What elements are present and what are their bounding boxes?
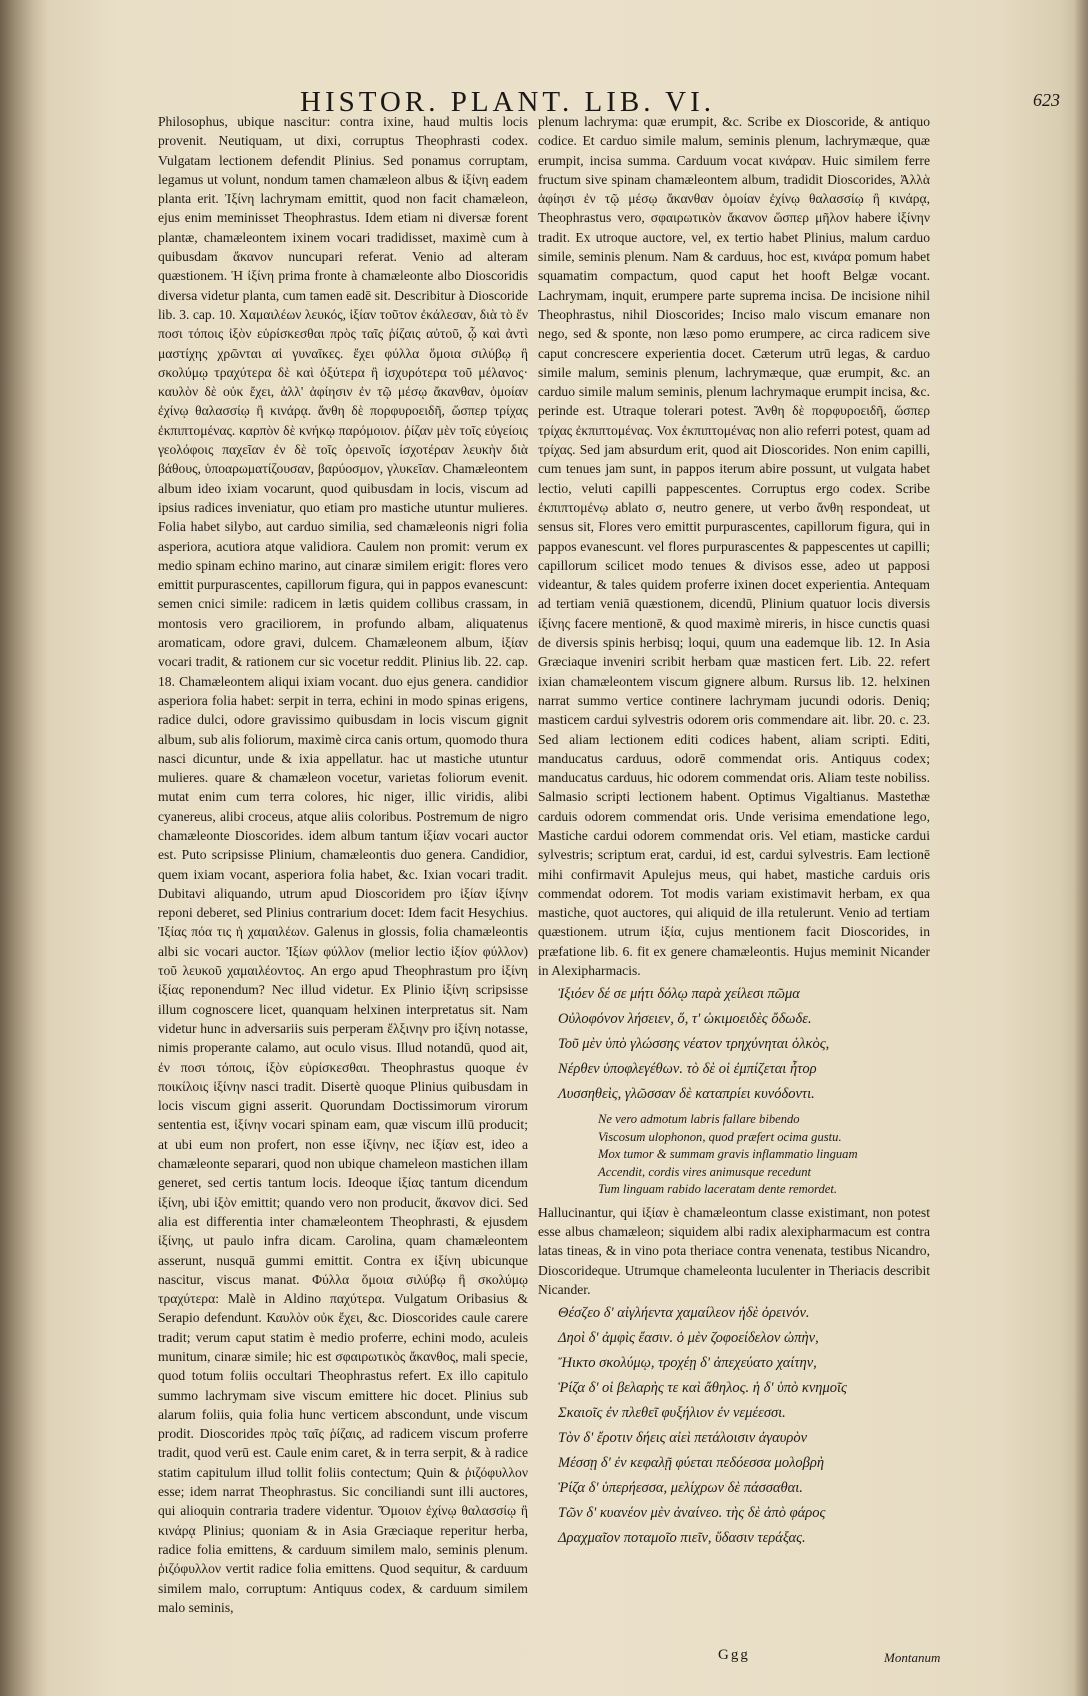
verse-line: Θέσζεο δ' αἰγλήεντα χαμαίλεον ἠδὲ ὀρεινόν.	[558, 1305, 810, 1322]
greek-verse-2	[558, 1301, 930, 1551]
left-column-text: Philosophus, ubique nascitur: contra ixine, haud multis locis provenit. Neutiquam, ut dixi, corruptus Theophrasti codex. Vulgatam lectionem defendit Plinius. Sed ponamus corruptam, legamus ut volunt, nondum tamen chamæleon albus & ἰξίνη eadem planta erit. Ἰξίνη lachrymam emittit, quod non facit chamæleon, ejus enim meminisset Theophrastus. Idem etiam ni diversæ forent plantæ, chamæleontem ixinem vocari tradidisset, maximè cum à quibusdam ἄκανον nuncupari referat. Venio ad alteram quæstionem. Ἡ ἰξίνη prima fronte à chamæleonte albo Dioscoridis diversa videtur planta, cum tamen eadē sit. Describitur à Dioscoride lib. 3. cap. 10. Χαμαιλέων λευκός, ἰξίαν τοῦτον ἐκάλεσαν, διὰ τὸ ἔν ποσι τόποις ἰξὸν εὑρίσκεσθαι πρὸς ταῖς ῥίζαις αὐτοῦ, ᾧ καὶ ἀντὶ μαστίχης χρῶνται αἱ γυναῖκες. ἔχει φύλλα ὅμοια σιλύβῳ ἢ σκολύμῳ τραχύτερα δὲ καὶ ὀξύτερα ἢ ἰσχυρότερα τοῦ μέλανος· καυλὸν δὲ οὐκ ἔχει, ἀλλ' ἀφίησιν ἐν τῷ μέσῳ ἄκανθαν, ὁμοίαν ἐχίνῳ θαλασσίῳ ἢ κινάρᾳ. ἄνθη δὲ πορφυροειδῆ, ὥσπερ τρίχας ἐκπιπτομένας. καρπὸν δὲ κνήκῳ παρόμοιον. ῥίζαν μὲν τοῖς εὐγείοις γεολόφοις παχεῖαν ἐν δὲ τοῖς ὀρεινοῖς ἰσχοτέραν λευκὴν διὰ βάθους, ὑποαρωματίζουσαν, βαρύοσμον, γλυκεῖαν. Chamæleontem album ideo ixiam vocarunt, quod quibusdam in locis, viscum ad ipsius radices inveniatur, quo etiam pro mastiche utuntur mulieres. Folia habet silybo, aut carduo similia, sed chamæleonis nigri folia asperiora, acutiora atque validiora. Caulem non promit: verum ex medio spinam echino marino, aut cinaræ similem erigit: flores vero emittit purpurascentes, capillorum figura, qui in pappos evanescunt: semen cnici simile: radicem in lætis quidem collibus crassam, in montosis vero graciliorem, in profundo albam, aliquatenus aromaticam, odore gravi, dulcem. Chamæleonem album, ἰξίαν vocari tradit, & rationem cur sic vocetur reddit. Plinius lib. 22. cap. 18. Chamæleontem aliqui ixiam vocant. duo ejus genera. candidior asperiora folia habet: serpit in terra, echini in modo spinas erigens, radice dulci, odore gravissimo quibusdam in locis viscum gignit album, sub alis foliorum, maximè circa canis ortum, quomodo thura nasci dicuntur, unde & ixia appellatur. hac ut mastiche utuntur mulieres. quare & chamæleon vocetur, varietas foliorum evenit. mutat enim cum terra colores, hic niger, illic viridis, alibi cyanereus, alibi croceus, atque aliis coloribus. Postremum de nigro chamæleonte Dioscorides. idem album tantum ἰξίαν vocari auctor est. Puto scripsisse Plinium, chamæleontis duo genera. Candidior, quem ixiam vocant, asperiora folia habet, &c. Ixian vocari tradit. Dubitavi aliquando, utrum apud Dioscoridem pro ἰξίαν ἰξίνην reponi deberet, sed Plinius contrarium docet: Idem facit Hesychius. Ἰξίας πόα τις ἡ χαμαιλέων. Galenus in glossis, folia chamæleontis albi sic vocari auctor. Ἰξίων φύλλον (melior lectio ἰξίον φύλλον) τοῦ λευκοῦ χαμαιλέοντος. An ergo apud Theophrastum pro ἰξίνη ἰξίας reponendum? Nec illud videtur. Ex Plinio ἰξίνη scripsisse illum cognoscere licet, quanquam helxinen interpretatus sit. Nam videtur hunc in adversariis suis perperam ἕλξινην pro ἰξίνη notasse, nimis properante calamo, aut oculo visus. Illud notandū, quod ait, ἐν ποσι τόποις, ἰξὸν εὑρίσκεσθαι. Theophrastus quoque ἐν ποικίλοις ἰξίνην nasci tradit. Disertè quoque Plinius quibusdam in locis viscum gigni asserit. Quorundam Doctissimorum virorum sententia est, ἰξίνην vocari spinam eam, quæ viscum illū producit; at ubi eum non profert, non esse ἰξίνην, nec ἰξίαν est, ideo a chamæleonte separari, quod non ubique chameleon mastichen illam generet, sed certis tantum locis. Ideoque ἰξίας tantum dicendum ἰξίνη, ubi ἰξὸν emittit; quando vero non producit, ἄκανον dici. Sed alia est differentia inter chamæleontem Theophrasti, & ejusdem ἰξίνης, ut paulo infra dicam. Carolina, quam chamæleontem asserunt, nusquā gummi emittit. Contra ex ἰξίνη ubicunque nascitur, viscus manat. Φύλλα ὅμοια σιλύβῳ ἢ σκολύμῳ τραχύτερα: Malè in Aldino παχύτερα. Vulgatum Oribasius & Serapio defendunt. Καυλὸν οὐκ ἔχει, &c. Dioscorides caule carere tradit; verum caput statim è medio proferre, echini modo, aculeis munitum, cinaræ simile; hic est σφαιρωτικὸς ἄκανθος, mali specie, quod totum foliis occultari Theophrastus refert. Ex illo capitulo summo lachrymam sive viscum emittere hic docet. Plinius sub alarum foliis, quia folia hunc verticem abscondunt, unde viscum prodit. Dioscorides πρὸς ταῖς ῥίζαις, ad radicem viscum proferre tradit, quod verū est. Caule enim caret, & in terra serpit, & à radice statim capitulum illud tollit foliis contectum; Quin & ῥιζόφυλλον esse; idem narrat Theophrastus. Sic conciliandi sunt illi auctores, qui alioquin contraria tradere videntur. Ὅμοιον ἐχίνῳ θαλασσίῳ ἢ κινάρᾳ Plinius; quoniam & in Asia Græciaque reperitur herba, radice folia emittens, & carduum similem malo, seminis plenum. ῥιζόφυλλον vertit radice folia emittens. Quod sequitur, & carduum similem malo, corruptum: Antiquus codex, & carduum similem malo seminis,	[158, 114, 528, 1615]
verse-line: Μέσσῃ δ' ἐν κεφαλῇ φύεται πεδόεσσα μολοβρὴ	[558, 1455, 825, 1472]
greek-verse-1	[558, 982, 930, 1107]
page-edge	[1074, 0, 1088, 1696]
verse-line: Σκαιοῖς ἐν πλεθεῖ φυξήλιον ἐν νεμέεσσι.	[558, 1405, 786, 1422]
right-column-prose-1: plenum lachryma: quæ erumpit, &c. Scribe ex Dioscoride, & antiquo codice. Et carduo simile malum, seminis plenum, lachrymæque, quæ erumpit, incisa summa. Carduum vocat κινάραν. Huic similem ferre fructum sive spinam chamæleontem album, tradidit Dioscorides, Ἀλλὰ ἀφίησι ἐν τῷ μέσῳ ἄκανθαν ὁμοίαν ἐχίνῳ θαλασσίῳ ἢ κινάρᾳ, Theophrastus vero, σφαιρωτικὸν ἄκανον ὥσπερ μῆλον habere ἰξίνην tradit. Ex utroque auctore, vel, ex tertio habet Plinius, malum carduo simile, seminis plenum. Nam & carduus, hoc est, κινάρα pomum habet squamatim compactum, quod caput het hooft Belgæ vocant. Lachrymam, inquit, erumpere parte suprema incisa. De incisione nihil Theophrastus, nihil Dioscorides; Inciso malo viscum emanare non nego, sed & sponte, non læso pomo erumpere, ac circa radicem sive caput concrescere experientia docet. Cæterum utrū legas, & carduo simile malum, seminis plenum, lachrymæque, quæ erumpit, &c. an carduo simile malum seminis, plenum lachrymaque erumpit incisa, &c. perinde est. Utraque tolerari potest. Ἄνθη δὲ πορφυροειδῆ, ὥσπερ τρίχας ἐκπιπτομένας. Vox ἐκπιπτομένας non alio referri potest, quam ad τρίχας. Sed jam absurdum erit, quod ait Dioscorides. Non enim capilli, cum tenues jam sunt, in pappos iterum abire possunt, ut vulgata habet lectio, veluti capilli pappescentes. Corruptus ergo codex. Scribe ἐκπιπτομένῳ ablato σ, neutro genere, ut verbo ἄνθη respondeat, ut sensus sit, Flores vero emittit purpurascentes, capillorum figura, qui in pappos evanescunt. vel flores purpurascentes & pappescentes ut capilli; capillorum scilicet modo tenues & divisos esse, adeo ut papposi videantur, & tales quidem proferre ixinen docet experientia. Antequam ad tertiam veniā quæstionem, dicendū, Plinium quatuor locis diversis ἰξίνης facere mentionē, & quod maximè mireris, in hisce cunctis quasi de diversis spinis herbisq; loqui, quum una eademque lib. 12. In Asia Græciaque inveniri scribit herbam quæ masticen fert. Lib. 22. refert ixian chamæleontem viscum gignere album. Rursus lib. 12. helxinen narrat summo vertice continere lachrymam jucundi odoris. Deniq; masticem cardui sylvestris odorem oris commendare ait. libr. 20. c. 23. Sed aliam lectionem editi codices habent, aliam scripti. Editi, manducatus carduus, odorē commendat oris. Antiquus codex; manducatus carduus, hic odorem commendat oris. Aliam teste nobiliss. Salmasio scripti lectionem habent. Optimus Vigaltianus. Mastethæ carduis odorem commendat oris. Unde verisima emendatione lego, Mastiche cardui odorem commendat oris. Vel etiam, masticke cardui sylvestris; scriptum erat, cardui, id est, cardui sylvestris. Eam lectionē mihi confirmavit Apulejus meus, qui habet, mastiche carduis oris commendat odorem. Tot modis variam existimavit herbam, ex qua mastiche, quot auctores, qui aliquid de illa retulerunt. Venio ad tertiam quæstionem. utrum ἰξία, cujus mentionem facit Dioscorides, in præfatione lib. 6. fit ex genere chamæleontis. Hujus meminit Nicander in Alexipharmacis.	[538, 114, 930, 979]
signature-mark: Ggg	[718, 1647, 750, 1663]
verse-line: Οὐλοφόνον λήσειεν, ὅ, τ' ὠκιμοειδὲς ὄδωδε.	[558, 1011, 812, 1028]
verse-line: Ῥίζα δ' ὑπερήεσσα, μελίχρων δὲ πάσσαθαι.	[558, 1480, 803, 1497]
latin-verse-1	[598, 1111, 930, 1199]
verse-line: Τοῦ μὲν ὑπὸ γλώσσης νέατον τρηχύνηται ὁλκὸς,	[558, 1036, 830, 1053]
right-column-prose-2: Hallucinantur, qui ἰξίαν è chamæleontum classe existimant, non potest esse albus chamæleon; siquidem albi radix alexipharmacum est contra latas tineas, & in vino pota theriace contra venenata, testibus Nicandro, Dioscorideque. Utrumque chameleonta luculenter in Theriacis describit Nicander.	[538, 1204, 930, 1298]
verse-line: Mox tumor & summam gravis inflammatio linguam	[598, 1147, 858, 1162]
page-number: 623	[1033, 90, 1060, 110]
verse-line: Ne vero admotum labris fallare bibendo	[598, 1112, 800, 1127]
verse-line: Ἤικτο σκολύμῳ, τροχέῃ δ' ἀπεχεύατο χαίτην,	[558, 1355, 817, 1372]
verse-line: Ἰξιόεν δέ σε μήτι δόλῳ παρὰ χείλεσι πῶμα	[558, 986, 800, 1003]
right-column	[538, 112, 930, 1553]
verse-line: Λυσσηθεὶς, γλῶσσαν δὲ καταπρίει κυνόδοντι.	[558, 1086, 815, 1103]
running-title: HISTOR. PLANT. LIB. VI.	[300, 86, 716, 118]
verse-line: Ῥίζα δ' οἱ βελαρὴς τε καὶ ἄθηλος. ἡ δ' ὑπὸ κνημοῖς	[558, 1380, 847, 1397]
catchword: Montanum	[884, 1650, 941, 1665]
verse-line: Accendit, cordis vires animusque recedunt	[598, 1164, 811, 1179]
binding-gutter	[0, 0, 48, 1696]
verse-line: Τῶν δ' κυανέον μὲν ἀναίνεο. τὴς δὲ ἀπὸ φάρος	[558, 1505, 826, 1522]
verse-line: Viscosum ulophonon, quod præfert ocima gustu.	[598, 1129, 842, 1144]
verse-line: Δραχμαῖον ποταμοῖο πιεῖν, ὕδασιν τεράξας.	[558, 1530, 806, 1547]
verse-line: Δηοὶ δ' ἀμφὶς ἔασιν. ὁ μὲν ζοφοείδελον ὠπὴν,	[558, 1330, 819, 1347]
verse-line: Tum linguam rabido laceratam dente remordet.	[598, 1182, 838, 1197]
left-column	[158, 112, 528, 1617]
verse-line: Νέρθεν ὑποφλεγέθων. τὸ δὲ οἱ ἐμπίζεται ἦτορ	[558, 1061, 817, 1078]
verse-line: Τὸν δ' ἔροτιν δήεις αἰεὶ πετάλοισιν ἀγαυρὸν	[558, 1430, 808, 1447]
